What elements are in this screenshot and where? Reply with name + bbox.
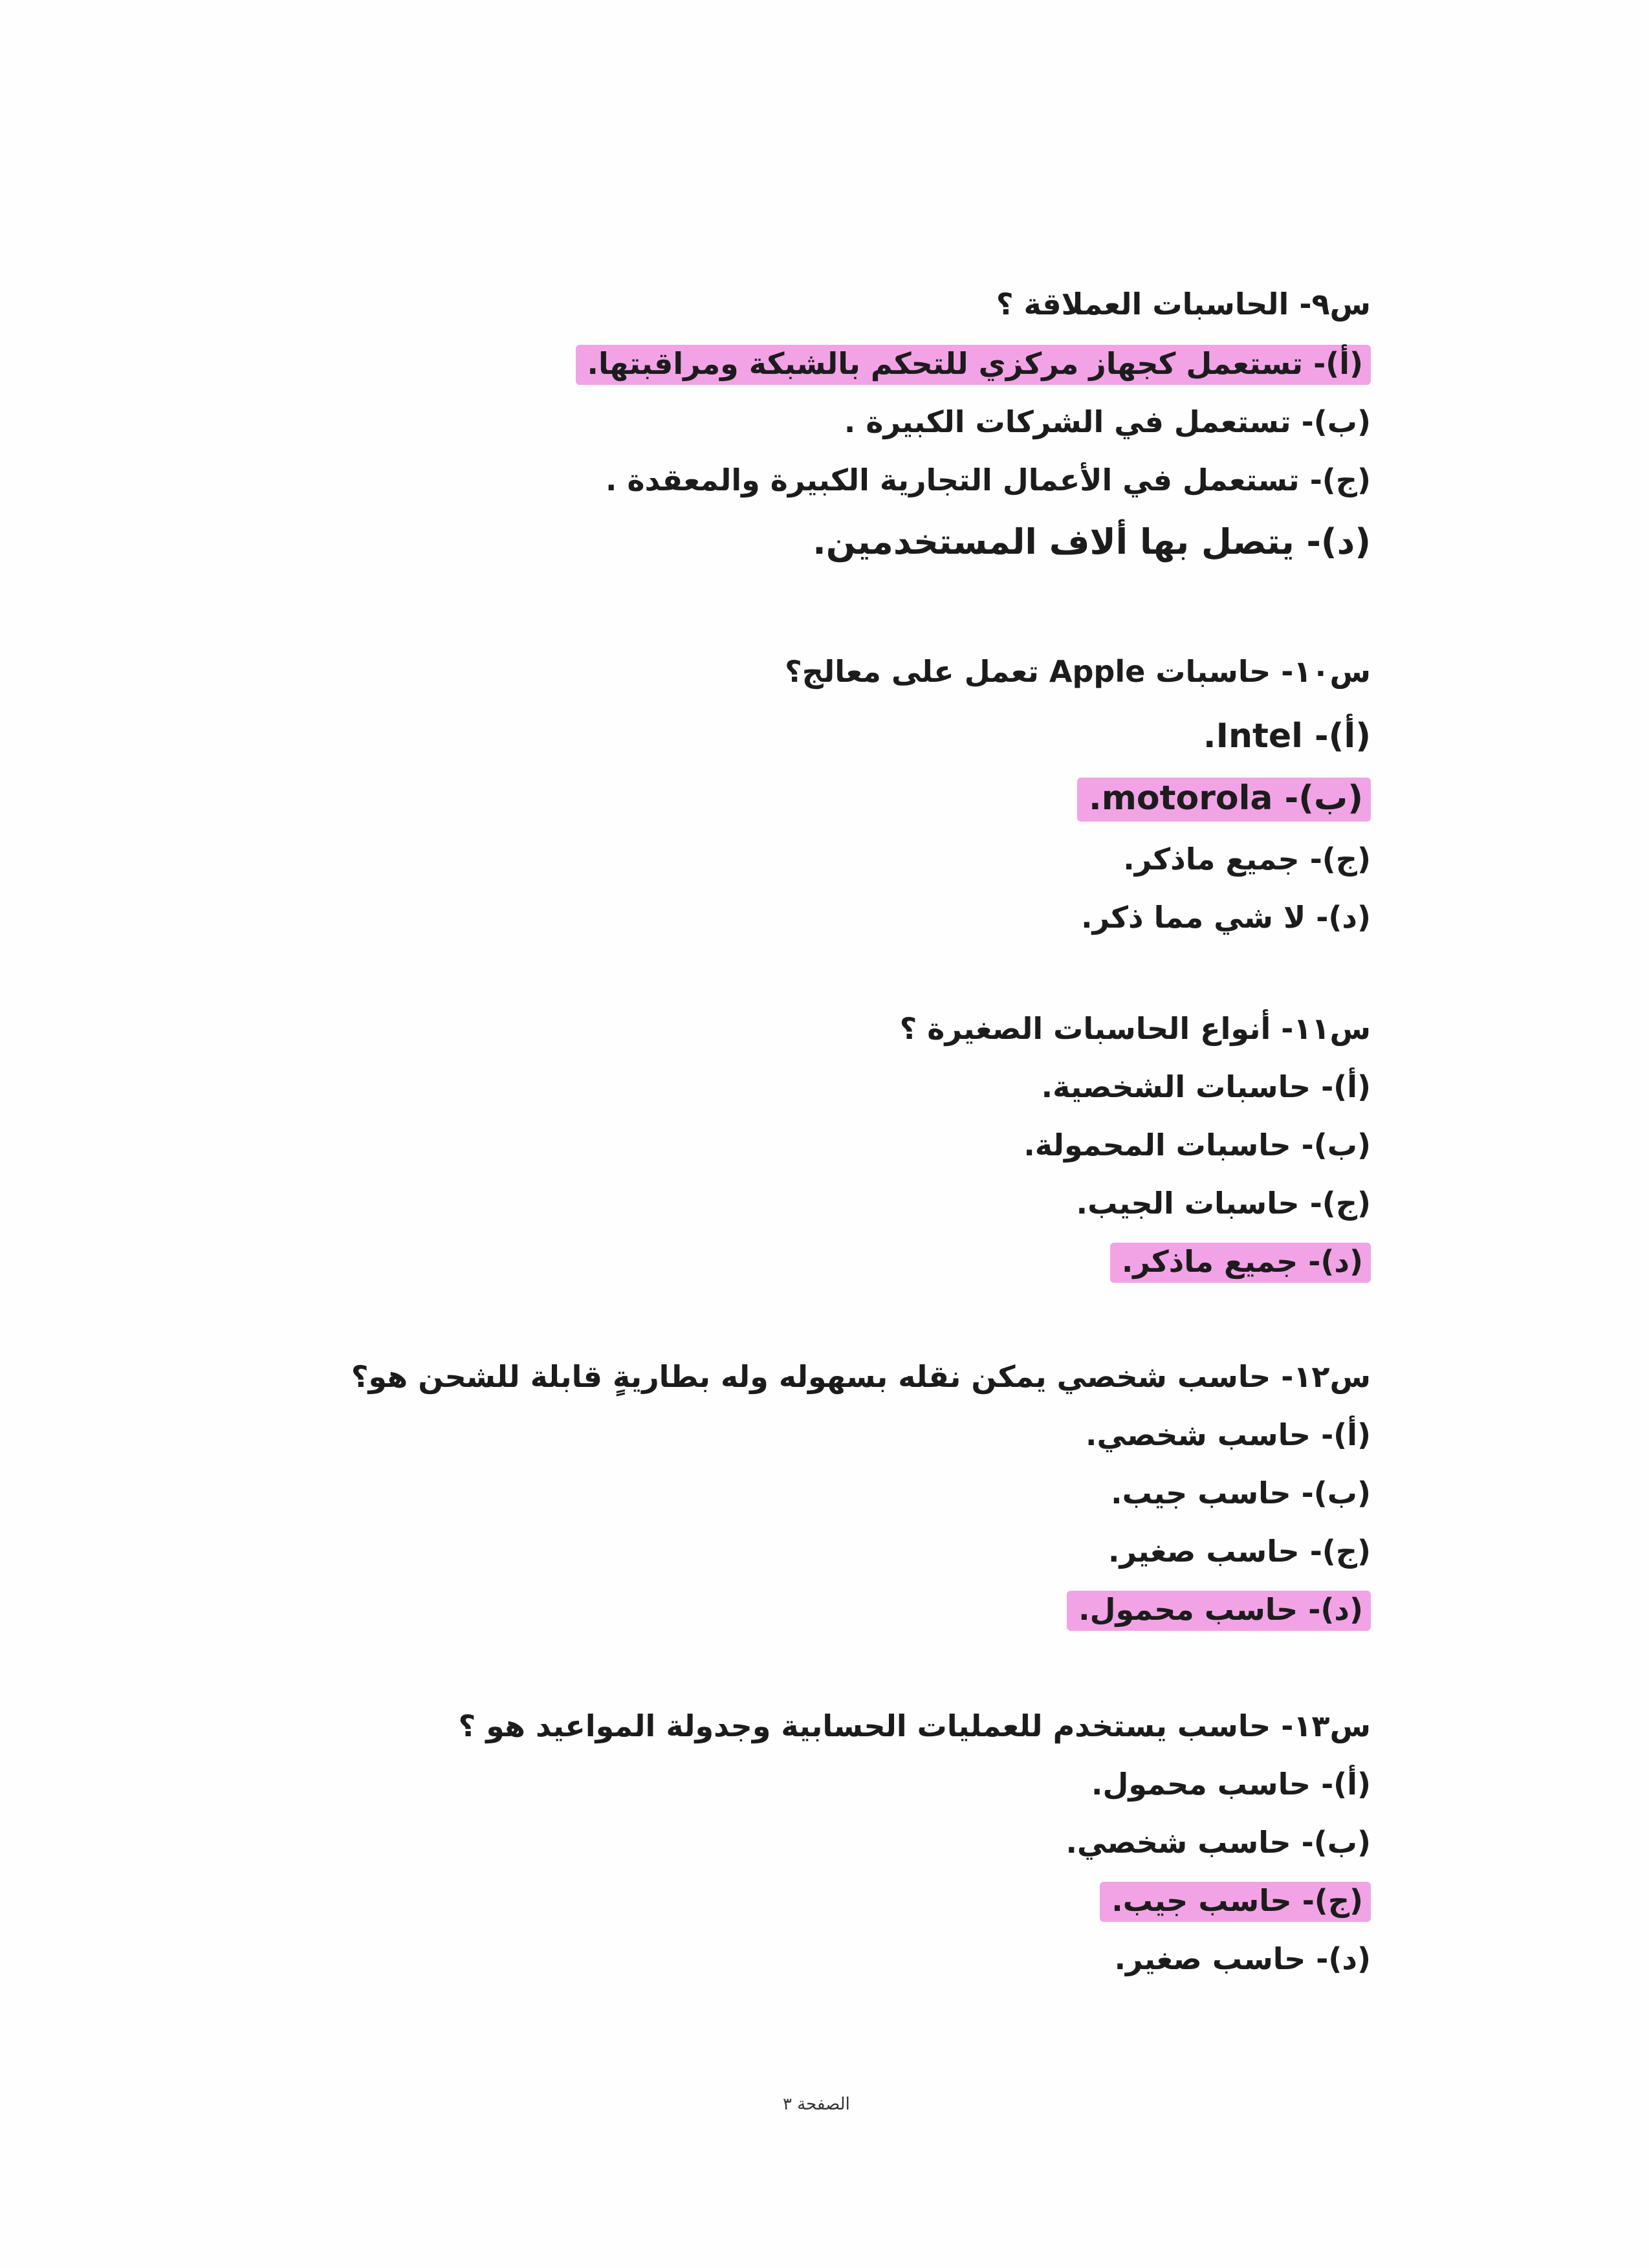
question-11-option-d [1110,1242,1371,1281]
page-number: الصفحة ٣ [783,2095,850,2114]
question-10-option-d: (د)- لا شي مما ذكر. [1081,900,1371,935]
answer-highlight: (د)- حاسب محمول. [1067,1591,1371,1631]
question-9-option-c: (ج)- تستعمل في الأعمال التجارية الكبيرة والمعقدة . [606,463,1371,497]
question-11: س١١- أنواع الحاسبات الصغيرة ؟ [899,1011,1371,1046]
answer-highlight: (ب)- motorola. [1077,778,1371,822]
question-13-option-a: (أ)- حاسب محمول. [1091,1767,1371,1802]
question-12-option-a: (أ)- حاسب شخصي. [1085,1417,1371,1452]
question-11-option-a: (أ)- حاسبات الشخصية. [1041,1069,1371,1104]
question-9: س٩- الحاسبات العملاقة ؟ [996,287,1371,322]
answer-highlight: (أ)- تستعمل كجهاز مركزي للتحكم بالشبكة ومراقبتها. [576,345,1371,385]
question-13-option-d: (د)- حاسب صغير. [1114,1941,1371,1976]
question-9-option-b: (ب)- تستعمل في الشركات الكبيرة . [844,404,1371,439]
question-10-option-b [1077,779,1371,818]
question-12-option-b: (ب)- حاسب جيب. [1111,1476,1371,1510]
question-10: س١٠- حاسبات Apple تعمل على معالج؟ [785,654,1371,689]
question-12-option-c: (ج)- حاسب صغير. [1108,1534,1371,1569]
answer-highlight: (د)- جميع ماذكر. [1110,1243,1371,1283]
question-12-option-d [1067,1590,1371,1629]
question-11-option-c: (ج)- حاسبات الجيب. [1076,1186,1371,1221]
question-12: س١٢- حاسب شخصي يمكن نقله بسهوله وله بطاريةٍ قابلة للشحن هو؟ [351,1359,1371,1394]
question-10-option-c: (ج)- جميع ماذكر. [1123,842,1371,877]
question-10-option-a: (أ)- Intel. [1203,717,1371,756]
answer-highlight: (ج)- حاسب جيب. [1100,1882,1371,1922]
question-9-option-d: (د)- يتصل بها ألاف المستخدمين. [813,521,1371,562]
question-9-option-a [576,344,1371,383]
question-13-option-b: (ب)- حاسب شخصي. [1065,1825,1371,1860]
question-13-option-c [1100,1881,1371,1920]
question-11-option-b: (ب)- حاسبات المحمولة. [1023,1128,1371,1162]
question-13: س١٣- حاسب يستخدم للعمليات الحسابية وجدولة المواعيد هو ؟ [458,1708,1371,1743]
